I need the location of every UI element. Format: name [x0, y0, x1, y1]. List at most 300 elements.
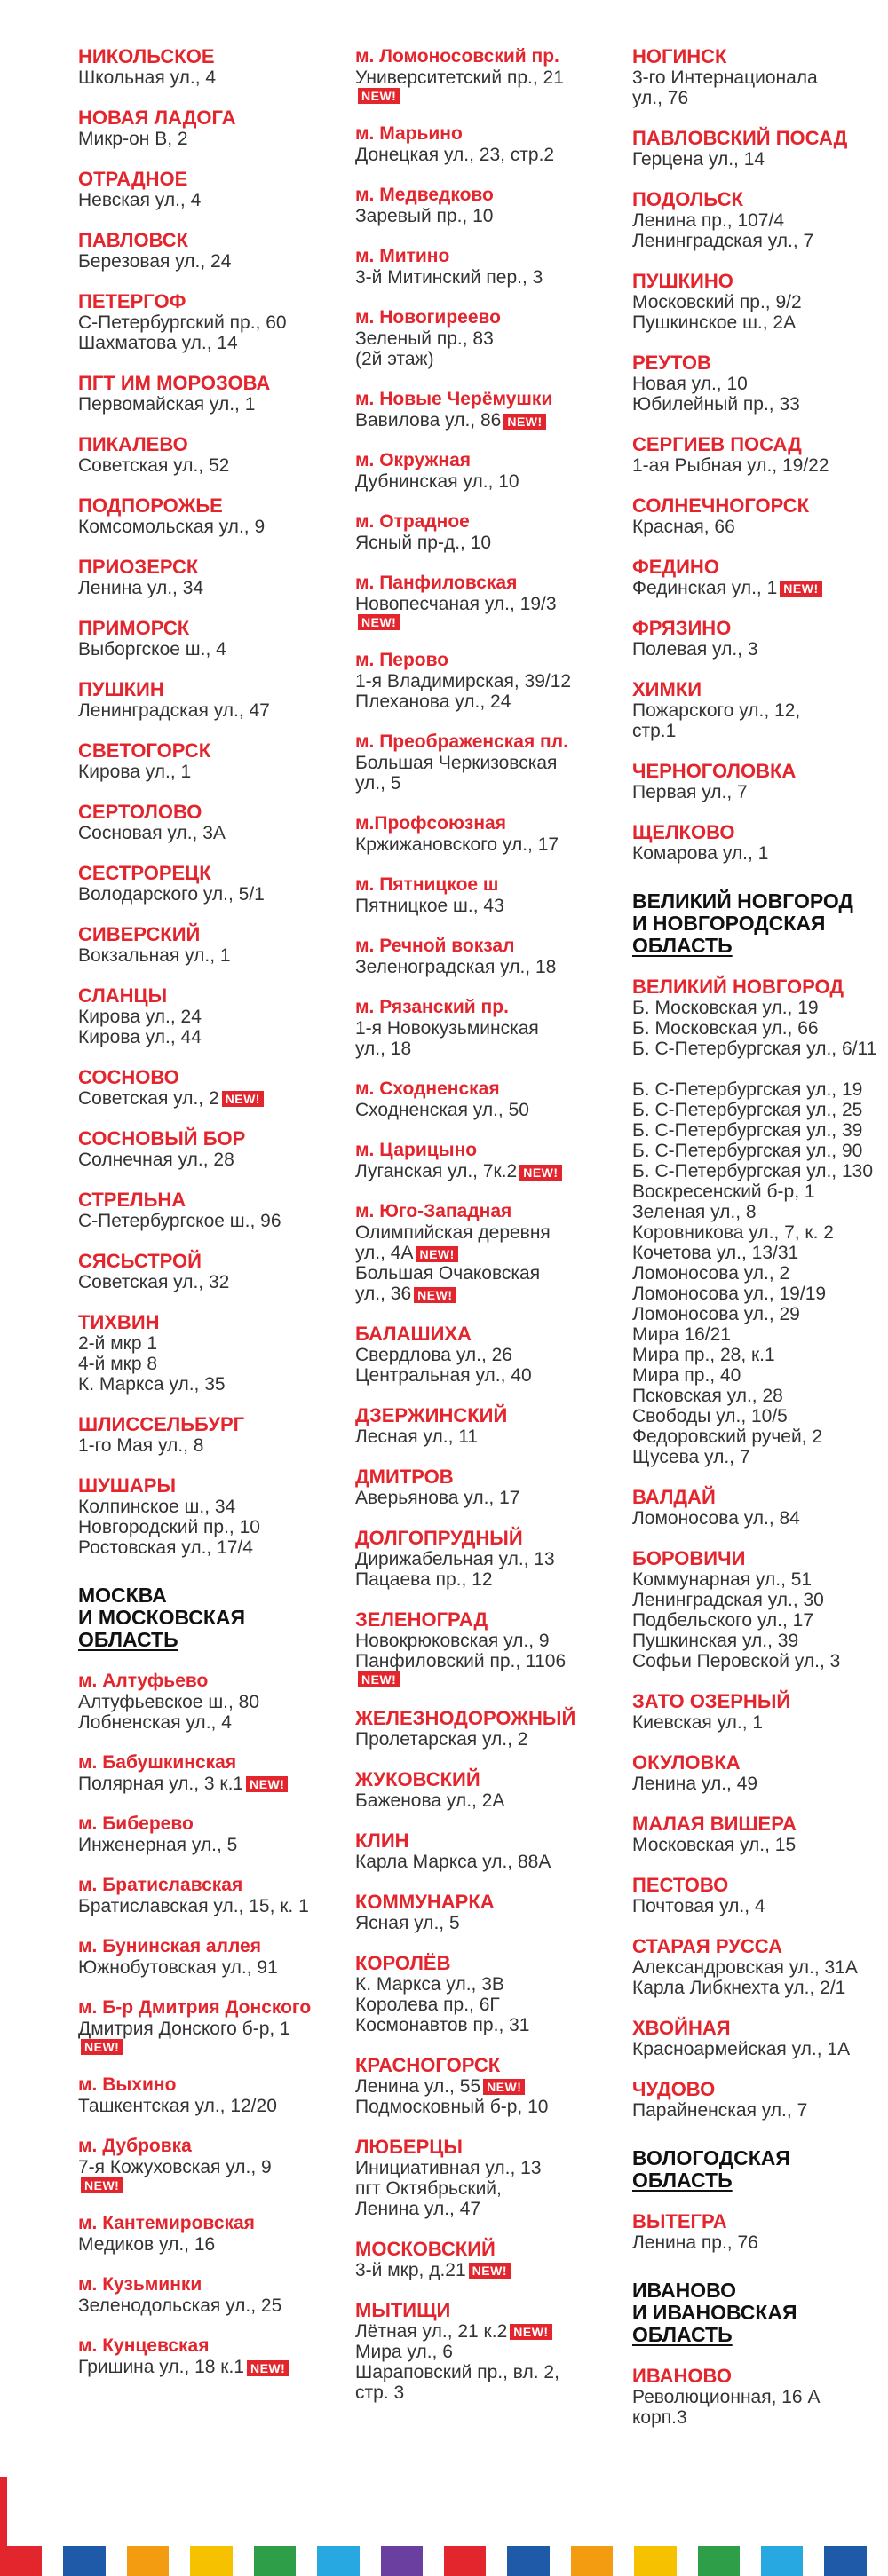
address-line: Кирова ул., 44: [78, 1027, 202, 1047]
city-name: СТРЕЛЬНА: [78, 1189, 186, 1211]
metro-entry: [355, 511, 622, 553]
address-line: Выборгское ш., 4: [78, 639, 226, 660]
address-line: Федоровский ручей, 2: [632, 1426, 823, 1447]
region-heading-line: ВОЛОГОДСКАЯ: [632, 2146, 790, 2169]
address-line: Мира ул., 6: [355, 2341, 453, 2362]
city-entry: [632, 976, 888, 1467]
column-middle: [355, 46, 622, 2422]
address-line: Плеханова ул., 24: [355, 691, 511, 713]
address-line: Свердлова ул., 26: [355, 1345, 512, 1366]
address-line: 4-й мкр 8: [78, 1354, 158, 1374]
city-entry: [632, 679, 888, 741]
city-name: ЖЕЛЕЗНОДОРОЖНЫЙ: [355, 1706, 576, 1729]
stripe-block: [634, 2546, 676, 2576]
city-entry: [632, 1875, 888, 1916]
city-name: ОКУЛОВКА: [632, 1751, 741, 1774]
metro-entry: [355, 1201, 622, 1304]
address-line: Мира 16/21: [632, 1324, 731, 1345]
stripe-block: [190, 2546, 232, 2576]
address-line: Псковская ул., 28: [632, 1386, 783, 1406]
address-line: Ленина пр., 107/4: [632, 210, 785, 231]
metro-station: м. Кузьминки: [78, 2274, 202, 2295]
city-entry: [78, 1251, 345, 1292]
stripe-block: [444, 2546, 486, 2576]
new-badge: [81, 2177, 123, 2193]
city-name: ПЕСТОВО: [632, 1874, 729, 1896]
city-entry: [355, 1769, 622, 1811]
city-name: КЛИН: [355, 1829, 409, 1852]
address-line: Первая ул., 7: [632, 782, 748, 802]
city-name: СЯСЬСТРОЙ: [78, 1250, 202, 1272]
new-badge-row: [355, 1671, 622, 1687]
new-badge: [358, 88, 400, 104]
stripe-block: [761, 2546, 803, 2576]
address-line: Б. С-Петербургская ул., 39: [632, 1120, 863, 1141]
metro-station: м. Кантемировская: [78, 2213, 255, 2234]
address-line: Б. С-Петербургская ул., 19: [632, 1079, 863, 1100]
city-name: ТИХВИН: [78, 1311, 160, 1333]
address-line: Ленинградская ул., 30: [632, 1590, 824, 1610]
city-name: ФЕДИНО: [632, 556, 719, 578]
city-name: СОСНОВО: [78, 1066, 179, 1088]
metro-entry: [355, 936, 622, 977]
metro-entry: [78, 2274, 345, 2316]
stripe-block: [63, 2546, 105, 2576]
region-heading-line: МОСКВА: [78, 1584, 167, 1607]
address-line: Московская ул., 15: [632, 1835, 797, 1855]
city-name: КОММУНАРКА: [355, 1890, 495, 1913]
city-entry: [355, 2137, 622, 2219]
address-line: Невская ул., 4: [78, 190, 202, 210]
address-line: Вавилова ул., 86NEW!: [355, 410, 622, 431]
city-entry: [78, 291, 345, 353]
metro-entry: [78, 2213, 345, 2255]
city-entry: [632, 557, 888, 598]
address-line: Ломоносова ул., 19/19: [632, 1284, 827, 1304]
address-line: К. Маркса ул., 3В: [355, 1973, 504, 1995]
region-heading-line: ИВАНОВО: [632, 2279, 737, 2302]
city-name: ИВАНОВО: [632, 2365, 732, 2387]
address-line: Ленинградская ул., 47: [78, 700, 270, 721]
metro-station: м. Алтуфьево: [78, 1671, 209, 1691]
address-line: ул., 5: [355, 773, 401, 794]
address-line: Ленина пр., 76: [632, 2232, 758, 2253]
address-line: Б. Московская ул., 66: [632, 1018, 819, 1039]
address-line: Комарова ул., 1: [632, 843, 769, 864]
city-name: ЧУДОВО: [632, 2078, 716, 2100]
address-line: Солнечная ул., 28: [78, 1150, 234, 1170]
address-line: Шараповский пр., вл. 2,: [355, 2361, 559, 2382]
city-entry: [78, 46, 345, 88]
city-name: СЛАНЦЫ: [78, 984, 168, 1007]
address-line: Свободы ул., 10/5: [632, 1406, 788, 1426]
address-line: 3-й Митинский пер., 3: [355, 267, 543, 288]
metro-entry: [355, 46, 622, 104]
city-name: МОСКОВСКИЙ: [355, 2237, 496, 2260]
address-line: Донецкая ул., 23, стр.2: [355, 145, 555, 166]
new-badge: [358, 1671, 400, 1687]
address-line: ул., 76: [632, 88, 689, 108]
city-entry: [78, 434, 345, 476]
address-line: 3-го Интернационала: [632, 67, 818, 88]
metro-entry: [355, 450, 622, 492]
address-line: Олимпийская деревня: [355, 1222, 551, 1244]
address-line: Красноармейская ул., 1А: [632, 2039, 851, 2059]
city-name: СЕРГИЕВ ПОСАД: [632, 433, 802, 455]
address-line: Зеленый пр., 83: [355, 328, 494, 350]
address-line: Пролетарская ул., 2: [355, 1728, 528, 1750]
metro-entry: [355, 874, 622, 916]
metro-station: м. Сходненская: [355, 1079, 500, 1100]
city-name: ПУШКИН: [78, 678, 164, 700]
new-badge: [247, 2360, 289, 2376]
city-entry: [78, 740, 345, 782]
address-line: Мира пр., 28, к.1: [632, 1345, 775, 1365]
address-line: Володарского ул., 5/1: [78, 884, 265, 905]
address-line: Кирова ул., 1: [78, 762, 192, 782]
metro-station: м. Речной вокзал: [355, 936, 515, 957]
city-entry: [632, 495, 888, 537]
new-badge-row: [355, 614, 622, 630]
address-line: (2й этаж): [355, 349, 434, 370]
new-badge-row: [78, 2177, 345, 2193]
city-entry: [78, 985, 345, 1047]
address-line: Ломоносова ул., 84: [632, 1508, 800, 1529]
bottom-color-stripe: [0, 2546, 888, 2576]
metro-entry: [355, 185, 622, 226]
city-name: КРАСНОГОРСК: [355, 2053, 501, 2076]
address-line: Панфиловский пр., 1106: [355, 1651, 567, 1672]
region-heading-line: И НОВГОРОДСКАЯ: [632, 912, 826, 935]
city-name: СОСНОВЫЙ БОР: [78, 1127, 246, 1150]
address-line: Березовая ул., 24: [78, 251, 232, 272]
city-name: СЕРТОЛОВО: [78, 801, 202, 823]
metro-entry: [355, 123, 622, 165]
city-entry: [632, 1936, 888, 1998]
city-name: ДЗЕРЖИНСКИЙ: [355, 1404, 508, 1427]
city-name: ПРИМОРСК: [78, 617, 190, 639]
city-entry: [632, 128, 888, 170]
city-name: ШУШАРЫ: [78, 1474, 176, 1497]
metro-entry: [355, 1140, 622, 1181]
address-line: 1-го Мая ул., 8: [78, 1435, 204, 1456]
city-entry: [78, 373, 345, 415]
address-line: 3-й мкр, д.21NEW!: [355, 2260, 622, 2280]
metro-station: м. Юго-Западная: [355, 1201, 512, 1222]
address-line: Ленина ул., 49: [632, 1774, 758, 1794]
address-line: Большая Очаковская: [355, 1263, 541, 1284]
city-entry: [78, 924, 345, 966]
address-line: Университетский пр., 21: [355, 67, 564, 88]
address-line: Баженова ул., 2А: [355, 1790, 505, 1811]
address-line: Карла Либкнехта ул., 2/1: [632, 1978, 846, 1998]
city-entry: [78, 1475, 345, 1558]
address-line: Б. С-Петербургская ул., 90: [632, 1141, 863, 1161]
address-line: 1-я Новокузьминская: [355, 1018, 539, 1039]
metro-station: м. Митино: [355, 246, 450, 267]
city-name: ЛЮБЕРЦЫ: [355, 2135, 463, 2158]
address-line: Фединская ул., 1NEW!: [632, 578, 888, 598]
city-name: СЕСТРОРЕЦК: [78, 862, 211, 884]
new-badge: [414, 1287, 456, 1303]
new-badge: [503, 414, 545, 430]
city-entry: [78, 679, 345, 721]
city-name: ЖУКОВСКИЙ: [355, 1767, 480, 1790]
address-line: Шахматова ул., 14: [78, 333, 238, 353]
address-line: Сосновая ул., 3А: [78, 823, 226, 843]
metro-entry: [78, 2136, 345, 2193]
address-line: Герцена ул., 14: [632, 149, 765, 170]
metro-entry: [78, 1875, 345, 1916]
city-name: ФРЯЗИНО: [632, 617, 732, 639]
address-line: Ленина ул., 47: [355, 2198, 481, 2219]
city-name: КОРОЛЁВ: [355, 1951, 451, 1974]
metro-station: м. Преображенская пл.: [355, 731, 568, 753]
region-heading-line: И ИВАНОВСКАЯ: [632, 2301, 797, 2324]
metro-entry: [355, 573, 622, 630]
address-line: Б. С-Петербургская ул., 130: [632, 1161, 874, 1181]
metro-station: м. Кунцевская: [78, 2335, 210, 2357]
address-line: Коровникова ул., 7, к. 2: [632, 1222, 834, 1243]
city-entry: [78, 1189, 345, 1231]
address-line: Первомайская ул., 1: [78, 394, 256, 415]
city-entry: [632, 618, 888, 660]
metro-station: м. Бунинская аллея: [78, 1936, 261, 1956]
city-entry: [78, 557, 345, 598]
address-line: Ломоносова ул., 29: [632, 1304, 800, 1324]
metro-entry: [355, 731, 622, 794]
city-name: ШЛИССЕЛЬБУРГ: [78, 1413, 245, 1435]
city-name: ЧЕРНОГОЛОВКА: [632, 760, 797, 782]
address-line: Дирижабельная ул., 13: [355, 1549, 555, 1570]
address-line: Подмосковный б-р, 10: [355, 2096, 549, 2117]
city-name: МАЛАЯ ВИШЕРА: [632, 1813, 797, 1835]
metro-entry: [355, 1079, 622, 1120]
city-name: НОВАЯ ЛАДОГА: [78, 107, 236, 129]
city-entry: [632, 1487, 888, 1529]
stripe-block: [824, 2546, 866, 2576]
address-line: 1-ая Рыбная ул., 19/22: [632, 455, 829, 476]
new-badge-row: [78, 2039, 345, 2055]
address-line: Лётная ул., 21 к.2NEW!: [355, 2321, 622, 2342]
city-name: ПРИОЗЕРСК: [78, 556, 199, 578]
metro-station: м. Отрадное: [355, 511, 470, 533]
new-badge: [483, 2079, 525, 2095]
address-line: пгт Октябрьский,: [355, 2177, 502, 2199]
city-name: ЩЕЛКОВО: [632, 821, 735, 843]
address-line: Колпинское ш., 34: [78, 1497, 236, 1517]
new-badge: [358, 614, 400, 630]
region-heading-line: ОБЛАСТЬ: [632, 934, 733, 957]
city-entry: [78, 230, 345, 272]
metro-station: м. Новые Черёмушки: [355, 389, 553, 410]
city-entry: [632, 1813, 888, 1855]
address-line: ул., 4АNEW!: [355, 1243, 622, 1263]
stripe-block: [698, 2546, 740, 2576]
address-line: Центральная ул., 40: [355, 1365, 532, 1387]
address-line: Кржижановского ул., 17: [355, 834, 559, 856]
city-name: ПИКАЛЕВО: [78, 433, 188, 455]
address-line: 2-й мкр 1: [78, 1333, 158, 1354]
new-badge: [81, 2039, 123, 2055]
city-entry: [78, 1067, 345, 1109]
city-entry: [355, 1466, 622, 1508]
city-name: ВАЛДАЙ: [632, 1486, 716, 1508]
new-badge: [246, 1776, 288, 1792]
address-line: Лесная ул., 11: [355, 1426, 479, 1448]
address-line: Пацаева пр., 12: [355, 1569, 493, 1591]
city-entry: [632, 434, 888, 476]
city-entry: [632, 822, 888, 864]
city-entry: [355, 1528, 622, 1590]
metro-entry: [78, 1813, 345, 1855]
city-name: РЕУТОВ: [632, 352, 711, 374]
city-name: ЗАТО ОЗЕРНЫЙ: [632, 1690, 791, 1712]
city-name: СВЕТОГОРСК: [78, 739, 211, 762]
address-line: Ясный пр-д., 10: [355, 533, 492, 554]
city-name: ДМИТРОВ: [355, 1466, 454, 1489]
city-name: НИКОЛЬСКОЕ: [78, 45, 215, 67]
metro-station: м. Медведково: [355, 185, 494, 206]
city-name: ХВОЙНАЯ: [632, 2017, 731, 2039]
new-badge: [780, 581, 821, 597]
city-entry: [355, 1324, 622, 1386]
stripe-block: [317, 2546, 359, 2576]
city-name: СТАРАЯ РУССА: [632, 1935, 783, 1957]
metro-entry: [355, 813, 622, 855]
address-line: Кирова ул., 24: [78, 1007, 202, 1027]
city-entry: [632, 2018, 888, 2059]
address-line: Школьная ул., 4: [78, 67, 217, 88]
address-line: Ташкентская ул., 12/20: [78, 2096, 277, 2117]
address-line: С-Петербургское ш., 96: [78, 1211, 281, 1231]
stripe-block: [0, 2546, 42, 2576]
address-line: Аверьянова ул., 17: [355, 1488, 520, 1509]
city-entry: [355, 1953, 622, 2035]
new-badge: [469, 2263, 511, 2279]
column-right: [632, 46, 888, 2447]
metro-station: м. Перово: [355, 650, 449, 671]
new-badge: [416, 1246, 457, 1262]
city-entry: [78, 863, 345, 905]
address-line: Московский пр., 9/2: [632, 292, 802, 312]
city-entry: [632, 2079, 888, 2121]
city-name: ОТРАДНОЕ: [78, 168, 188, 190]
city-name: ПГТ ИМ МОРОЗОВА: [78, 372, 271, 394]
stripe-block: [254, 2546, 296, 2576]
region-heading: [78, 1584, 345, 1651]
city-entry: [355, 2300, 622, 2403]
city-entry: [632, 352, 888, 415]
metro-station: м. Царицыно: [355, 1140, 478, 1161]
address-line: корп.3: [632, 2407, 687, 2428]
city-name: СОЛНЕЧНОГОРСК: [632, 494, 810, 517]
city-entry: [632, 1548, 888, 1671]
address-line: Киевская ул., 1: [632, 1712, 764, 1733]
metro-station: м. Марьино: [355, 123, 463, 145]
metro-station: м. Биберево: [78, 1813, 194, 1834]
new-badge-row: [355, 88, 622, 104]
city-entry: [78, 495, 345, 537]
address-line: С-Петербургский пр., 60: [78, 312, 287, 333]
address-line: Дубнинская ул., 10: [355, 471, 519, 493]
region-heading: [632, 890, 888, 957]
address-line: Сходненская ул., 50: [355, 1100, 529, 1121]
address-line: Гришина ул., 18 к.1NEW!: [78, 2357, 345, 2377]
city-name: ВЫТЕГРА: [632, 2210, 727, 2232]
city-entry: [355, 1892, 622, 1933]
city-entry: [632, 2211, 888, 2253]
address-line: ул., 18: [355, 1039, 412, 1060]
metro-station: м. Пятницкое ш: [355, 874, 499, 896]
address-line: Щусева ул., 7: [632, 1447, 750, 1467]
stripe-block: [381, 2546, 423, 2576]
address-line: Новокрюковская ул., 9: [355, 1631, 550, 1652]
address-line: Пожарского ул., 12,: [632, 700, 801, 721]
metro-entry: [78, 1671, 345, 1733]
address-line: Ленина ул., 55NEW!: [355, 2076, 622, 2097]
address-line: Ленина ул., 34: [78, 578, 204, 598]
metro-station: м. Панфиловская: [355, 573, 518, 594]
address-line: Братиславская ул., 15, к. 1: [78, 1896, 309, 1916]
metro-station: м. Дубровка: [78, 2136, 192, 2157]
city-entry: [78, 1312, 345, 1395]
address-line: Зеленая ул., 8: [632, 1202, 757, 1222]
city-entry: [78, 1128, 345, 1170]
region-heading: [632, 2147, 888, 2192]
address-line: Юбилейный пр., 33: [632, 394, 800, 415]
address-line: Космонавтов пр., 31: [355, 2014, 530, 2035]
region-heading-line: ОБЛАСТЬ: [632, 2169, 733, 2192]
city-entry: [632, 189, 888, 251]
city-entry: [632, 761, 888, 802]
address-line: Кочетова ул., 13/31: [632, 1243, 799, 1263]
region-heading-line: ВЕЛИКИЙ НОВГОРОД: [632, 889, 853, 913]
city-entry: [78, 618, 345, 660]
city-entry: [632, 46, 888, 108]
metro-entry: [355, 307, 622, 369]
address-line: Пушкинская ул., 39: [632, 1631, 799, 1651]
address-line: Алтуфьевское ш., 80: [78, 1692, 260, 1712]
address-line: Подбельского ул., 17: [632, 1610, 814, 1631]
address-line: Почтовая ул., 4: [632, 1896, 765, 1916]
city-name: МЫТИЩИ: [355, 2298, 451, 2321]
metro-station: м. Б-р Дмитрия Донского: [78, 1997, 312, 2018]
address-line: К. Маркса ул., 35: [78, 1374, 226, 1395]
address-line: Советская ул., 2NEW!: [78, 1088, 345, 1109]
address-line: Александровская ул., 31А: [632, 1957, 858, 1978]
address-line: Медиков ул., 16: [78, 2234, 216, 2256]
address-line: Королева пр., 6Г: [355, 1994, 500, 2015]
metro-entry: [78, 1997, 345, 2055]
address-line: Новая ул., 10: [632, 374, 748, 394]
address-line: Пушкинское ш., 2А: [632, 312, 797, 333]
new-badge: [510, 2324, 551, 2340]
address-line: Революционная, 16 А: [632, 2387, 821, 2407]
address-line: 1-я Владимирская, 39/12: [355, 671, 572, 692]
stripe-block: [507, 2546, 549, 2576]
address-line: Южнобутовская ул., 91: [78, 1957, 278, 1978]
city-name: БАЛАШИХА: [355, 1323, 472, 1346]
city-name: СИВЕРСКИЙ: [78, 923, 201, 945]
address-line: Полевая ул., 3: [632, 639, 758, 660]
city-entry: [355, 1609, 622, 1687]
address-line: Парайненская ул., 7: [632, 2100, 808, 2121]
city-name: ПЕТЕРГОФ: [78, 290, 186, 312]
city-entry: [78, 169, 345, 210]
city-entry: [78, 802, 345, 843]
address-line: Ломоносова ул., 2: [632, 1263, 790, 1284]
